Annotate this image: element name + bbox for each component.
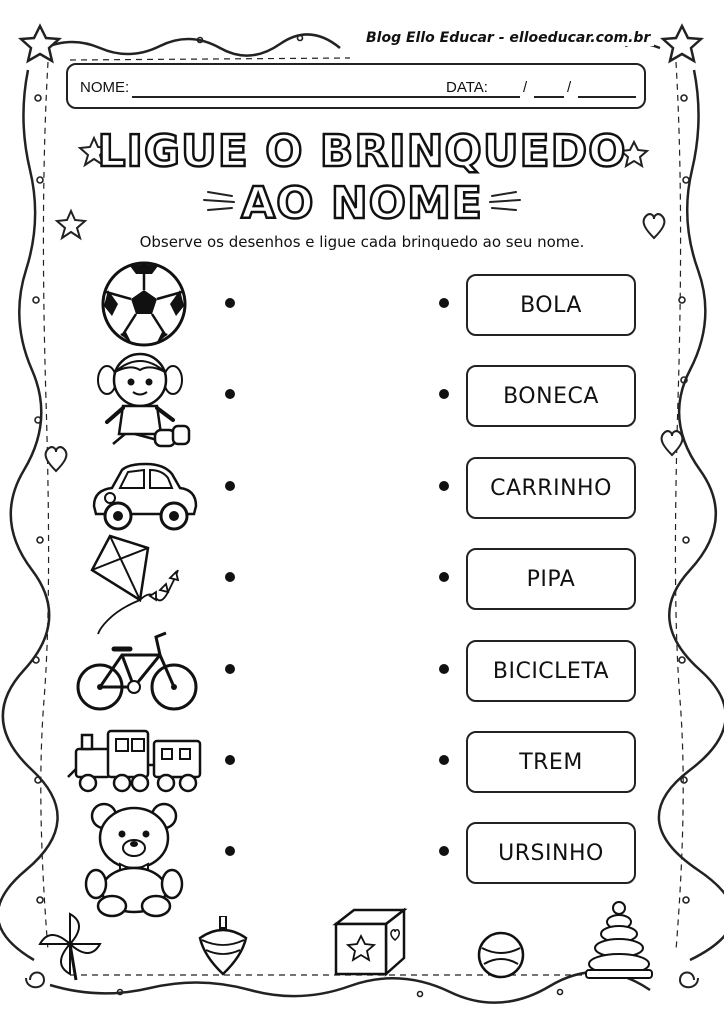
title-line-1: LIGUE O BRINQUEDO — [97, 126, 627, 177]
word-box[interactable]: CARRINHO — [466, 457, 636, 519]
left-connect-dot[interactable] — [225, 572, 235, 582]
date-year-line[interactable] — [578, 96, 636, 98]
word-box[interactable]: PIPA — [466, 548, 636, 610]
spinning-top-icon — [196, 916, 250, 978]
left-connect-dot[interactable] — [225, 664, 235, 674]
left-connect-dot[interactable] — [225, 298, 235, 308]
instruction-text: Observe os desenhos e ligue cada brinquedo ao seu nome. — [139, 233, 585, 251]
name-field-line[interactable] — [132, 96, 502, 98]
kite-icon — [90, 530, 190, 638]
right-connect-dot[interactable] — [439, 298, 449, 308]
pinwheel-icon — [36, 910, 106, 982]
teddy-bear-icon — [84, 800, 188, 918]
soccer-ball-icon — [100, 260, 188, 348]
left-connect-dot[interactable] — [225, 389, 235, 399]
date-label: DATA: — [446, 79, 488, 96]
page-title — [0, 118, 724, 228]
toy-car-icon — [88, 458, 202, 534]
right-connect-dot[interactable] — [439, 481, 449, 491]
date-separator: / — [523, 79, 528, 96]
right-connect-dot[interactable] — [439, 389, 449, 399]
right-connect-dot[interactable] — [439, 572, 449, 582]
right-connect-dot[interactable] — [439, 846, 449, 856]
name-label: NOME: — [80, 79, 130, 96]
word-box[interactable]: BONECA — [466, 365, 636, 427]
word-box[interactable]: TREM — [466, 731, 636, 793]
right-connect-dot[interactable] — [439, 664, 449, 674]
left-connect-dot[interactable] — [225, 755, 235, 765]
site-credit: Blog Ello Educar - elloeducar.com.br — [362, 30, 654, 46]
left-connect-dot[interactable] — [225, 846, 235, 856]
date-separator: / — [567, 79, 572, 96]
word-box[interactable]: URSINHO — [466, 822, 636, 884]
toy-block-icon — [332, 906, 408, 978]
date-month-line[interactable] — [534, 96, 564, 98]
title-line-2: AO NOME — [241, 178, 483, 228]
toy-train-icon — [66, 725, 204, 797]
ball-icon — [476, 930, 526, 980]
word-box[interactable]: BOLA — [466, 274, 636, 336]
bicycle-icon — [74, 625, 202, 717]
right-connect-dot[interactable] — [439, 755, 449, 765]
left-connect-dot[interactable] — [225, 481, 235, 491]
word-box[interactable]: BICICLETA — [466, 640, 636, 702]
stacking-rings-icon — [584, 900, 654, 982]
name-date-box — [66, 63, 646, 109]
doll-icon — [95, 350, 195, 452]
date-day-line[interactable] — [490, 96, 520, 98]
